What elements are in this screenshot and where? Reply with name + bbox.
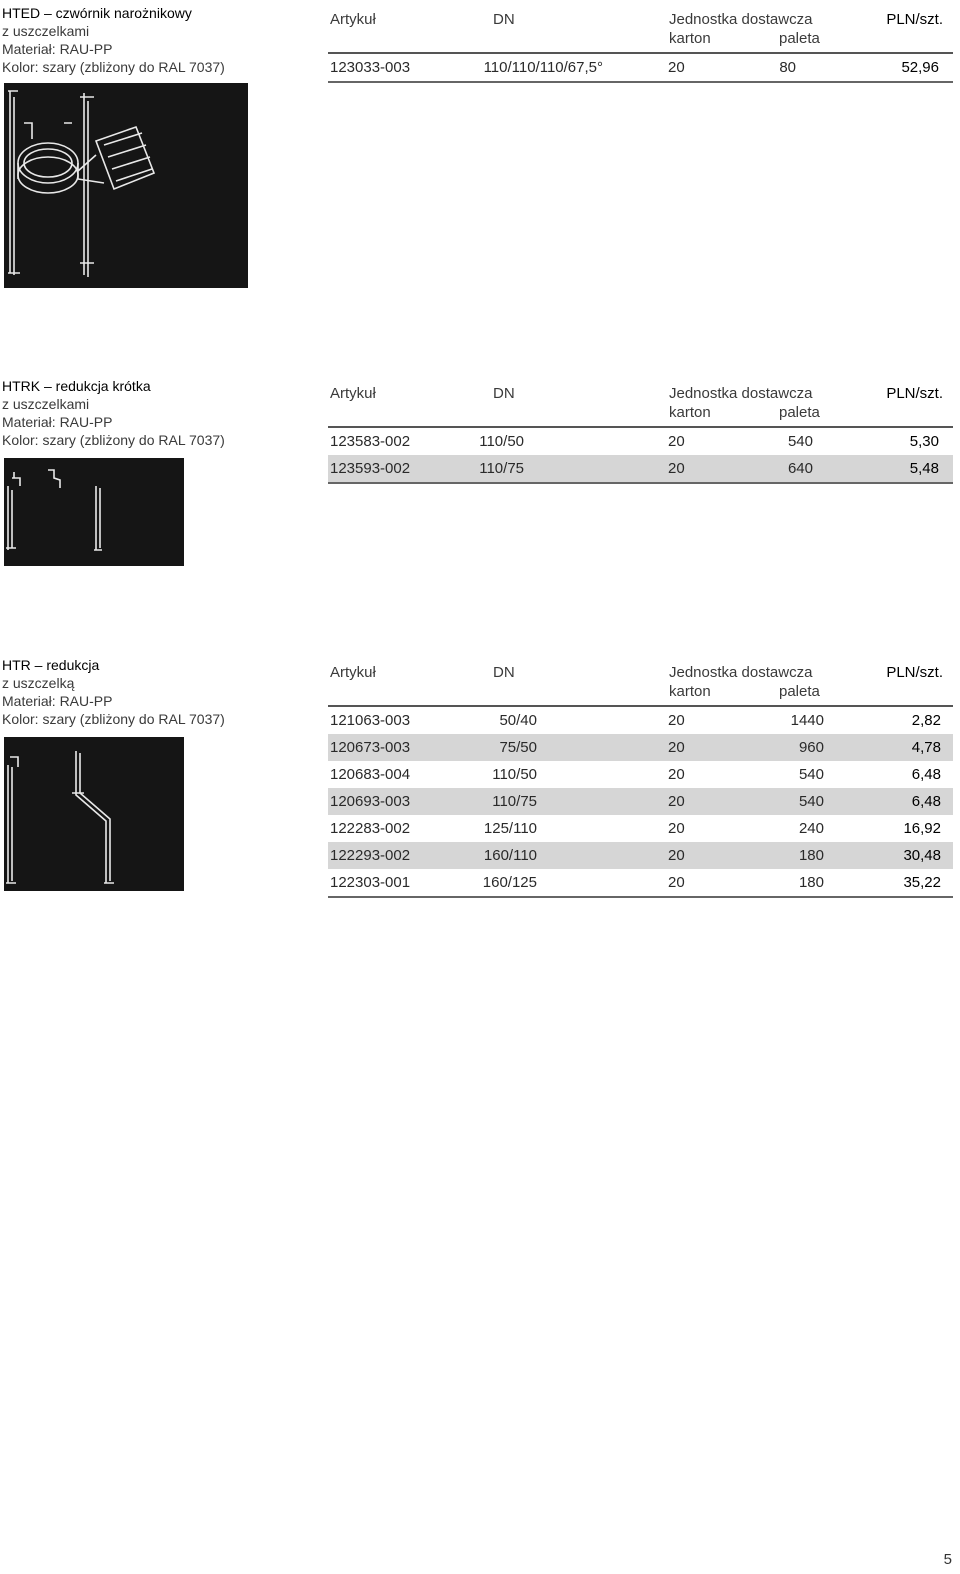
product-description bbox=[2, 377, 302, 449]
product-subtitle: z uszczelkami bbox=[2, 23, 90, 39]
header-dn: DN bbox=[493, 385, 515, 402]
cell-dn: 50/40 bbox=[499, 712, 537, 729]
cell-artykul: 121063-003 bbox=[330, 712, 411, 729]
cell-pln: 2,82 bbox=[911, 712, 941, 729]
cell-dn: 110/50 bbox=[492, 766, 537, 783]
cell-pln: 52,96 bbox=[901, 59, 939, 76]
header-paleta: paleta bbox=[779, 683, 820, 700]
table-header bbox=[328, 385, 953, 423]
cell-artykul: 120683-004 bbox=[330, 766, 411, 783]
cell-dn: 110/75 bbox=[492, 793, 537, 810]
table-row bbox=[328, 815, 953, 842]
header-artykul: Artykuł bbox=[330, 385, 376, 402]
cell-dn: 75/50 bbox=[499, 739, 537, 756]
cell-dn: 160/110 bbox=[483, 847, 537, 864]
product-color: Kolor: szary (zbliżony do RAL 7037) bbox=[2, 432, 225, 448]
cell-paleta: 180 bbox=[798, 874, 824, 891]
table-row bbox=[328, 869, 953, 896]
product-material: Materiał: RAU-PP bbox=[2, 414, 113, 430]
product-drawing-htr bbox=[4, 737, 184, 891]
cell-karton: 20 bbox=[668, 59, 685, 76]
product-title: HTR – redukcja bbox=[2, 657, 100, 673]
cell-artykul: 122283-002 bbox=[330, 820, 411, 837]
table-end-rule bbox=[328, 896, 953, 898]
table-row bbox=[328, 54, 953, 81]
table-header bbox=[328, 664, 953, 702]
cell-pln: 4,78 bbox=[911, 739, 941, 756]
header-jednostka: Jednostka dostawcza bbox=[669, 664, 813, 681]
cell-pln: 5,30 bbox=[909, 433, 939, 450]
cell-dn: 125/110 bbox=[483, 820, 537, 837]
table-row bbox=[328, 455, 953, 482]
header-karton: karton bbox=[669, 683, 711, 700]
product-title: HTRK – redukcja krótka bbox=[2, 378, 151, 394]
cell-artykul: 120673-003 bbox=[330, 739, 411, 756]
product-drawing-htrk bbox=[4, 458, 184, 566]
cell-karton: 20 bbox=[668, 460, 685, 477]
cell-karton: 20 bbox=[668, 847, 685, 864]
cell-artykul: 122293-002 bbox=[330, 847, 411, 864]
cell-pln: 16,92 bbox=[903, 820, 941, 837]
cell-karton: 20 bbox=[668, 766, 685, 783]
header-artykul: Artykuł bbox=[330, 664, 376, 681]
cell-artykul: 123593-002 bbox=[330, 460, 411, 477]
cell-paleta: 180 bbox=[798, 847, 824, 864]
header-karton: karton bbox=[669, 404, 711, 421]
table-row bbox=[328, 707, 953, 734]
table-row bbox=[328, 788, 953, 815]
product-description bbox=[2, 656, 302, 728]
product-subtitle: z uszczelkami bbox=[2, 396, 90, 412]
header-artykul: Artykuł bbox=[330, 11, 376, 28]
cell-karton: 20 bbox=[668, 793, 685, 810]
cell-dn: 110/110/110/67,5° bbox=[483, 59, 603, 76]
price-table-hted bbox=[328, 11, 953, 83]
product-drawing-hted bbox=[4, 83, 248, 288]
header-pln: PLN/szt. bbox=[886, 11, 943, 28]
cell-artykul: 123583-002 bbox=[330, 433, 411, 450]
cell-paleta: 640 bbox=[787, 460, 813, 477]
product-color: Kolor: szary (zbliżony do RAL 7037) bbox=[2, 59, 225, 75]
cell-dn: 160/125 bbox=[482, 874, 537, 891]
product-color: Kolor: szary (zbliżony do RAL 7037) bbox=[2, 711, 225, 727]
header-pln: PLN/szt. bbox=[886, 664, 943, 681]
price-table-htrk bbox=[328, 385, 953, 484]
table-row bbox=[328, 734, 953, 761]
cell-pln: 6,48 bbox=[911, 766, 941, 783]
table-end-rule bbox=[328, 81, 953, 83]
product-subtitle: z uszczelką bbox=[2, 675, 75, 691]
cell-paleta: 540 bbox=[798, 793, 824, 810]
cell-paleta: 960 bbox=[798, 739, 824, 756]
cell-pln: 30,48 bbox=[903, 847, 941, 864]
cell-paleta: 540 bbox=[798, 766, 824, 783]
table-row bbox=[328, 842, 953, 869]
table-header bbox=[328, 11, 953, 49]
cell-karton: 20 bbox=[668, 874, 685, 891]
product-material: Materiał: RAU-PP bbox=[2, 693, 113, 709]
header-dn: DN bbox=[493, 11, 515, 28]
header-karton: karton bbox=[669, 30, 711, 47]
cell-karton: 20 bbox=[668, 433, 685, 450]
cell-paleta: 240 bbox=[798, 820, 824, 837]
price-table-htr bbox=[328, 664, 953, 898]
header-paleta: paleta bbox=[779, 30, 820, 47]
cell-paleta: 80 bbox=[779, 59, 796, 76]
table-row bbox=[328, 761, 953, 788]
cell-pln: 6,48 bbox=[911, 793, 941, 810]
product-description bbox=[2, 4, 302, 76]
cell-pln: 5,48 bbox=[909, 460, 939, 477]
cell-artykul: 120693-003 bbox=[330, 793, 411, 810]
table-row bbox=[328, 428, 953, 455]
cell-karton: 20 bbox=[668, 820, 685, 837]
header-pln: PLN/szt. bbox=[886, 385, 943, 402]
header-jednostka: Jednostka dostawcza bbox=[669, 11, 813, 28]
cell-dn: 110/75 bbox=[479, 460, 524, 477]
cell-paleta: 1440 bbox=[790, 712, 824, 729]
product-material: Materiał: RAU-PP bbox=[2, 41, 113, 57]
cell-dn: 110/50 bbox=[479, 433, 524, 450]
product-title: HTED – czwórnik narożnikowy bbox=[2, 5, 192, 21]
header-dn: DN bbox=[493, 664, 515, 681]
page-number: 5 bbox=[943, 1551, 952, 1568]
header-paleta: paleta bbox=[779, 404, 820, 421]
cell-paleta: 540 bbox=[787, 433, 813, 450]
cell-karton: 20 bbox=[668, 712, 685, 729]
cell-karton: 20 bbox=[668, 739, 685, 756]
cell-artykul: 122303-001 bbox=[330, 874, 411, 891]
cell-pln: 35,22 bbox=[903, 874, 941, 891]
table-end-rule bbox=[328, 482, 953, 484]
cell-artykul: 123033-003 bbox=[330, 59, 411, 76]
header-jednostka: Jednostka dostawcza bbox=[669, 385, 813, 402]
